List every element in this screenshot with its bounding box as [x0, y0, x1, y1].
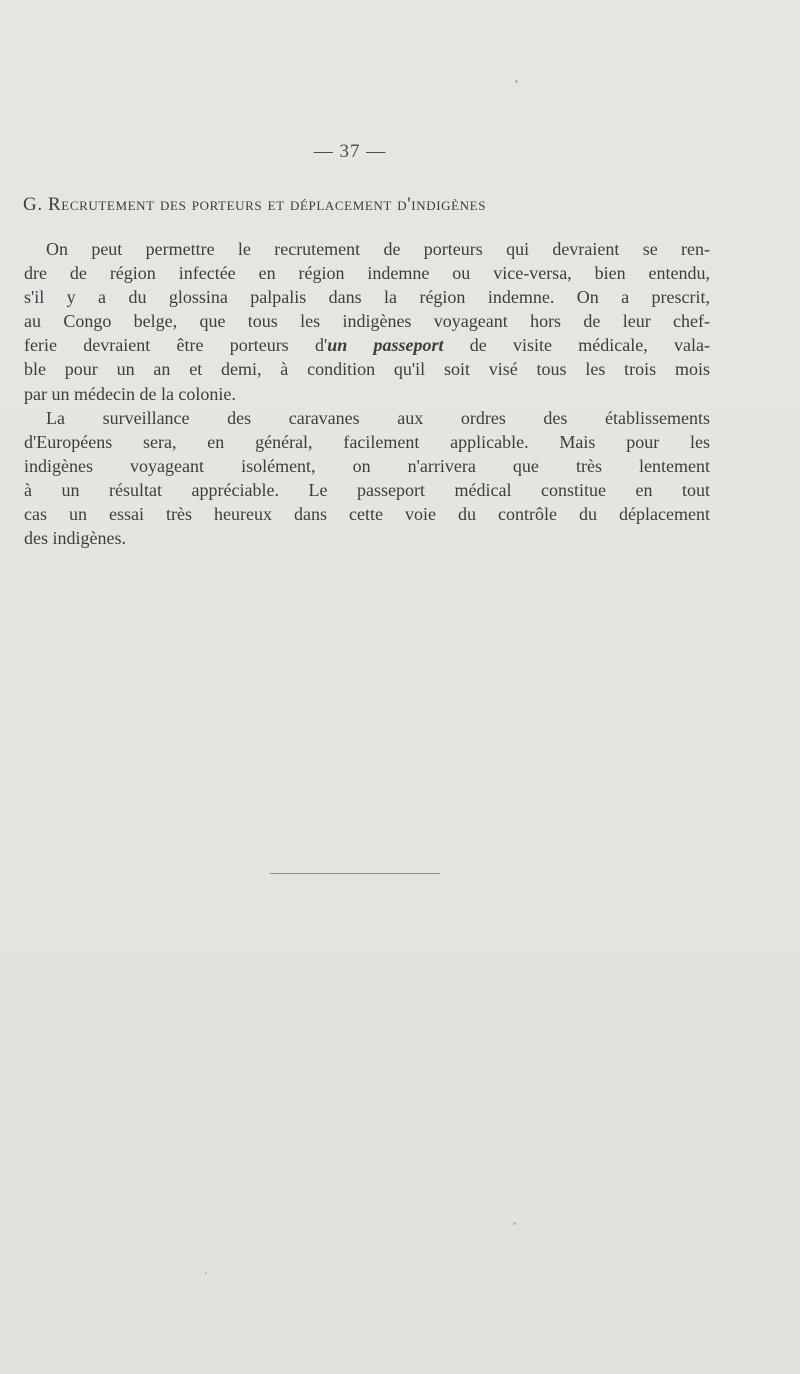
paragraph-1-line-6: ble pour un an et demi, à condition qu'il soit visé tous les trois mois — [24, 359, 710, 380]
section-letter: G. — [23, 194, 43, 215]
line-5-end: de visite médicale, vala- — [443, 335, 710, 356]
page-number: — 37 — — [313, 141, 387, 162]
paper-speck — [205, 1272, 207, 1274]
paragraph-1-line-2: dre de région infectée en région indemne ou vice-versa, bien entendu, — [24, 263, 710, 284]
paragraph-2-line-5: cas un essai très heureux dans cette voie du contrôle du déplacement — [24, 504, 710, 525]
paragraph-1-line-7: par un médecin de la colonie. — [24, 383, 236, 404]
paper-speck — [513, 1222, 516, 1225]
paragraph-2-line-2: d'Européens sera, en général, facilement applicable. Mais pour les — [24, 431, 710, 452]
paragraph-1-line-1: On peut permettre le recrutement de porteurs qui devraient se ren- — [46, 239, 710, 259]
paragraph-2-line-6: des indigènes. — [24, 528, 126, 549]
end-rule — [270, 873, 440, 874]
section-heading — [23, 194, 723, 216]
paper-speck — [515, 80, 518, 83]
paragraph-1-line-4: au Congo belge, que tous les indigènes voyageant hors de leur chef- — [24, 311, 710, 332]
paragraph-1-line-5 — [24, 333, 710, 357]
paragraph-2-line-1: La surveillance des caravanes aux ordres des établissements — [46, 407, 710, 428]
paragraph-1-line-3: s'il y a du glossina palpalis dans la région indemne. On a prescrit, — [24, 287, 710, 308]
section-title: Recrutement des porteurs et déplacement d'indigènes — [48, 194, 487, 215]
body-text — [24, 237, 710, 550]
paragraph-2-line-4: à un résultat appréciable. Le passeport médical constitue en tout — [24, 479, 710, 500]
line-5-start: ferie devraient être porteurs d' — [24, 335, 328, 356]
paragraph-2-line-3: indigènes voyageant isolément, on n'arrivera que très lentement — [24, 455, 710, 476]
passport-emphasis: un passeport — [327, 335, 444, 356]
